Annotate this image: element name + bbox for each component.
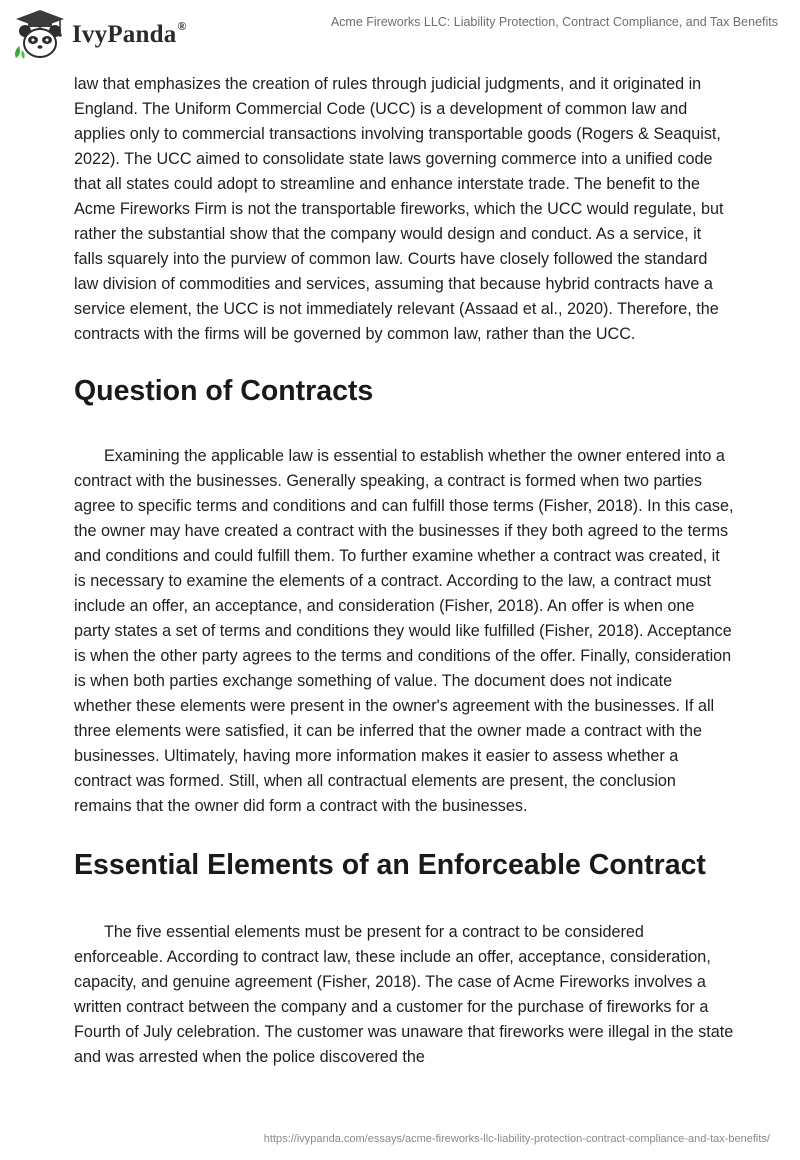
source-url[interactable]: https://ivypanda.com/essays/acme-fireworks-llc-liability-protection-contract-compliance-and-tax-benefits/	[263, 1133, 770, 1145]
section-heading-essential-elements: Essential Elements of an Enforceable Contract	[74, 849, 706, 881]
essay-body	[74, 72, 734, 1070]
document-title: Acme Fireworks LLC: Liability Protection, Contract Compliance, and Tax Benefits	[330, 15, 778, 29]
panda-graduate-icon	[12, 8, 68, 60]
brand-name: IvyPanda®	[72, 19, 187, 48]
ivypanda-logo[interactable]	[12, 8, 187, 60]
page-header	[0, 0, 800, 70]
section-heading-question-of-contracts: Question of Contracts	[74, 375, 374, 407]
question-of-contracts-paragraph: Examining the applicable law is essential to establish whether the owner entered into a contract with the businesses. Generally speaking, a contract is formed when two parties agree to specific terms and conditions and can fulfill those terms (Fisher, 2018). In this case, the owner may have created a contract with the businesses if they both agreed to the terms and conditions and could fulfill them. To further examine whether a contract was created, it is necessary to examine the elements of a contract. According to the law, a contract must include an offer, an acceptance, and consideration (Fisher, 2018). An offer is when one party states a set of terms and conditions they would like fulfilled (Fisher, 2018). Acceptance is when the other party agrees to the terms and conditions of the offer. Finally, consideration is when both parties exchange something of value. The document does not indicate whether these elements were present in the owner's agreement with the businesses. If all three elements were satisfied, it can be inferred that the owner made a contract with the businesses. Ultimately, having more information makes it easier to assess whether a contract was formed. Still, when all contractual elements are present, the conclusion remains that the owner did form a contract with the businesses.	[74, 447, 734, 815]
essential-elements-paragraph: The five essential elements must be present for a contract to be considered enforceable. According to contract law, these include an offer, acceptance, consideration, capacity, and genuine agreement (Fisher, 2018). The case of Acme Fireworks involves a written contract between the company and a customer for the purchase of fireworks for a Fourth of July celebration. The customer was unaware that fireworks were illegal in the state and was arrested when the police discovered the	[74, 923, 734, 1066]
intro-paragraph: law that emphasizes the creation of rules through judicial judgments, and it originated in England. The Uniform Commercial Code (UCC) is a development of common law and applies only to commercial transactions involving transportable goods (Rogers & Seaquist, 2022). The UCC aimed to consolidate state laws governing commerce into a unified code that all states could adopt to streamline and enhance interstate trade. The benefit to the Acme Fireworks Firm is not the transportable fireworks, which the UCC would regulate, but rather the substantial show that the company would design and conduct. As a service, it falls squarely into the purview of common law. Courts have closely followed the standard law division of commodities and services, assuming that because hybrid contracts have a service element, the UCC is not immediately relevant (Assaad et al., 2020). Therefore, the contracts with the firms will be governed by common law, rather than the UCC.	[74, 75, 724, 343]
